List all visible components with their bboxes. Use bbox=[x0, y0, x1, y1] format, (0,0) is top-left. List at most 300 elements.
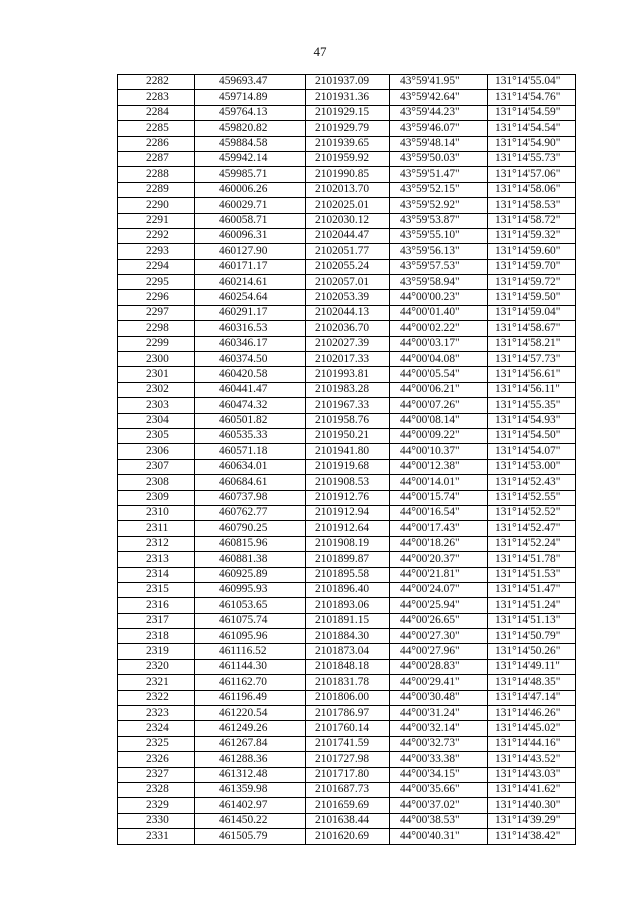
table-row bbox=[118, 413, 576, 428]
latitude-cell: 43°59'48.14" bbox=[390, 136, 488, 151]
table-row bbox=[118, 736, 576, 751]
latitude-cell: 43°59'53.87" bbox=[390, 213, 488, 228]
easting-cell: 459985.71 bbox=[195, 167, 306, 182]
easting-cell: 460815.96 bbox=[195, 536, 306, 551]
point-number-cell: 2296 bbox=[118, 290, 195, 305]
point-number-cell: 2323 bbox=[118, 706, 195, 721]
latitude-cell: 44°00'28.83" bbox=[390, 659, 488, 674]
point-number-cell: 2326 bbox=[118, 752, 195, 767]
easting-cell: 461359.98 bbox=[195, 782, 306, 797]
longitude-cell: 131°14'55.04" bbox=[488, 75, 576, 90]
table-row bbox=[118, 644, 576, 659]
easting-cell: 460737.98 bbox=[195, 490, 306, 505]
table-row bbox=[118, 75, 576, 90]
northing-cell: 2102013.70 bbox=[306, 182, 390, 197]
easting-cell: 460634.01 bbox=[195, 459, 306, 474]
table-row bbox=[118, 398, 576, 413]
table-row bbox=[118, 90, 576, 105]
northing-cell: 2101873.04 bbox=[306, 644, 390, 659]
easting-cell: 461505.79 bbox=[195, 829, 306, 844]
easting-cell: 460762.77 bbox=[195, 505, 306, 520]
longitude-cell: 131°14'40.30" bbox=[488, 798, 576, 813]
latitude-cell: 44°00'27.96" bbox=[390, 644, 488, 659]
easting-cell: 460474.32 bbox=[195, 398, 306, 413]
point-number-cell: 2294 bbox=[118, 259, 195, 274]
table-row bbox=[118, 721, 576, 736]
northing-cell: 2101912.64 bbox=[306, 521, 390, 536]
northing-cell: 2101937.09 bbox=[306, 75, 390, 90]
table-row bbox=[118, 490, 576, 505]
point-number-cell: 2322 bbox=[118, 690, 195, 705]
easting-cell: 460171.17 bbox=[195, 259, 306, 274]
table-row bbox=[118, 105, 576, 120]
longitude-cell: 131°14'56.61" bbox=[488, 367, 576, 382]
table-row bbox=[118, 121, 576, 136]
point-number-cell: 2307 bbox=[118, 459, 195, 474]
latitude-cell: 44°00'16.54" bbox=[390, 505, 488, 520]
latitude-cell: 43°59'50.03" bbox=[390, 151, 488, 166]
point-number-cell: 2310 bbox=[118, 505, 195, 520]
latitude-cell: 43°59'41.95" bbox=[390, 75, 488, 90]
northing-cell: 2101620.69 bbox=[306, 829, 390, 844]
longitude-cell: 131°14'59.60" bbox=[488, 244, 576, 259]
longitude-cell: 131°14'58.06" bbox=[488, 182, 576, 197]
longitude-cell: 131°14'52.47" bbox=[488, 521, 576, 536]
longitude-cell: 131°14'58.53" bbox=[488, 198, 576, 213]
longitude-cell: 131°14'46.26" bbox=[488, 706, 576, 721]
table-row bbox=[118, 675, 576, 690]
longitude-cell: 131°14'54.76" bbox=[488, 90, 576, 105]
latitude-cell: 43°59'57.53" bbox=[390, 259, 488, 274]
latitude-cell: 44°00'33.38" bbox=[390, 752, 488, 767]
latitude-cell: 43°59'44.23" bbox=[390, 105, 488, 120]
longitude-cell: 131°14'59.72" bbox=[488, 275, 576, 290]
northing-cell: 2101741.59 bbox=[306, 736, 390, 751]
longitude-cell: 131°14'50.79" bbox=[488, 629, 576, 644]
longitude-cell: 131°14'55.35" bbox=[488, 398, 576, 413]
latitude-cell: 44°00'09.22" bbox=[390, 428, 488, 443]
table-row bbox=[118, 259, 576, 274]
point-number-cell: 2304 bbox=[118, 413, 195, 428]
point-number-cell: 2284 bbox=[118, 105, 195, 120]
easting-cell: 460535.33 bbox=[195, 428, 306, 443]
latitude-cell: 44°00'38.53" bbox=[390, 813, 488, 828]
latitude-cell: 44°00'12.38" bbox=[390, 459, 488, 474]
latitude-cell: 44°00'06.21" bbox=[390, 382, 488, 397]
longitude-cell: 131°14'57.73" bbox=[488, 352, 576, 367]
northing-cell: 2101659.69 bbox=[306, 798, 390, 813]
easting-cell: 460684.61 bbox=[195, 475, 306, 490]
latitude-cell: 44°00'31.24" bbox=[390, 706, 488, 721]
table-row bbox=[118, 444, 576, 459]
easting-cell: 459884.58 bbox=[195, 136, 306, 151]
easting-cell: 461249.26 bbox=[195, 721, 306, 736]
point-number-cell: 2315 bbox=[118, 582, 195, 597]
easting-cell: 459820.82 bbox=[195, 121, 306, 136]
point-number-cell: 2286 bbox=[118, 136, 195, 151]
easting-cell: 461162.70 bbox=[195, 675, 306, 690]
table-row bbox=[118, 151, 576, 166]
longitude-cell: 131°14'59.70" bbox=[488, 259, 576, 274]
longitude-cell: 131°14'58.72" bbox=[488, 213, 576, 228]
point-number-cell: 2306 bbox=[118, 444, 195, 459]
point-number-cell: 2292 bbox=[118, 228, 195, 243]
latitude-cell: 43°59'56.13" bbox=[390, 244, 488, 259]
table-row bbox=[118, 582, 576, 597]
northing-cell: 2101908.53 bbox=[306, 475, 390, 490]
table-row bbox=[118, 659, 576, 674]
longitude-cell: 131°14'43.03" bbox=[488, 767, 576, 782]
table-row bbox=[118, 228, 576, 243]
point-number-cell: 2330 bbox=[118, 813, 195, 828]
table-row bbox=[118, 182, 576, 197]
longitude-cell: 131°14'38.42" bbox=[488, 829, 576, 844]
northing-cell: 2101939.65 bbox=[306, 136, 390, 151]
table-row bbox=[118, 275, 576, 290]
easting-cell: 460501.82 bbox=[195, 413, 306, 428]
northing-cell: 2101895.58 bbox=[306, 567, 390, 582]
easting-cell: 460127.90 bbox=[195, 244, 306, 259]
latitude-cell: 44°00'08.14" bbox=[390, 413, 488, 428]
northing-cell: 2101931.36 bbox=[306, 90, 390, 105]
latitude-cell: 43°59'52.15" bbox=[390, 182, 488, 197]
easting-cell: 460881.38 bbox=[195, 552, 306, 567]
longitude-cell: 131°14'54.59" bbox=[488, 105, 576, 120]
northing-cell: 2101717.80 bbox=[306, 767, 390, 782]
point-number-cell: 2309 bbox=[118, 490, 195, 505]
table-row bbox=[118, 305, 576, 320]
latitude-cell: 44°00'07.26" bbox=[390, 398, 488, 413]
longitude-cell: 131°14'56.11" bbox=[488, 382, 576, 397]
easting-cell: 461053.65 bbox=[195, 598, 306, 613]
northing-cell: 2102051.77 bbox=[306, 244, 390, 259]
table-row bbox=[118, 521, 576, 536]
northing-cell: 2102030.12 bbox=[306, 213, 390, 228]
easting-cell: 461095.96 bbox=[195, 629, 306, 644]
longitude-cell: 131°14'52.52" bbox=[488, 505, 576, 520]
latitude-cell: 44°00'14.01" bbox=[390, 475, 488, 490]
point-number-cell: 2287 bbox=[118, 151, 195, 166]
longitude-cell: 131°14'43.52" bbox=[488, 752, 576, 767]
easting-cell: 461402.97 bbox=[195, 798, 306, 813]
longitude-cell: 131°14'51.47" bbox=[488, 582, 576, 597]
northing-cell: 2101899.87 bbox=[306, 552, 390, 567]
latitude-cell: 43°59'55.10" bbox=[390, 228, 488, 243]
northing-cell: 2101929.79 bbox=[306, 121, 390, 136]
point-number-cell: 2312 bbox=[118, 536, 195, 551]
latitude-cell: 44°00'40.31" bbox=[390, 829, 488, 844]
table-row bbox=[118, 167, 576, 182]
latitude-cell: 44°00'34.15" bbox=[390, 767, 488, 782]
point-number-cell: 2282 bbox=[118, 75, 195, 90]
easting-cell: 460291.17 bbox=[195, 305, 306, 320]
longitude-cell: 131°14'51.13" bbox=[488, 613, 576, 628]
longitude-cell: 131°14'51.53" bbox=[488, 567, 576, 582]
northing-cell: 2101893.06 bbox=[306, 598, 390, 613]
point-number-cell: 2325 bbox=[118, 736, 195, 751]
coordinates-table-body bbox=[118, 75, 576, 845]
latitude-cell: 44°00'00.23" bbox=[390, 290, 488, 305]
latitude-cell: 44°00'29.41" bbox=[390, 675, 488, 690]
northing-cell: 2101848.18 bbox=[306, 659, 390, 674]
longitude-cell: 131°14'53.00" bbox=[488, 459, 576, 474]
longitude-cell: 131°14'55.73" bbox=[488, 151, 576, 166]
easting-cell: 461144.30 bbox=[195, 659, 306, 674]
northing-cell: 2101950.21 bbox=[306, 428, 390, 443]
table-row bbox=[118, 428, 576, 443]
easting-cell: 460029.71 bbox=[195, 198, 306, 213]
table-row bbox=[118, 505, 576, 520]
point-number-cell: 2314 bbox=[118, 567, 195, 582]
northing-cell: 2101958.76 bbox=[306, 413, 390, 428]
northing-cell: 2101983.28 bbox=[306, 382, 390, 397]
latitude-cell: 44°00'15.74" bbox=[390, 490, 488, 505]
northing-cell: 2101908.19 bbox=[306, 536, 390, 551]
longitude-cell: 131°14'54.50" bbox=[488, 428, 576, 443]
easting-cell: 460420.58 bbox=[195, 367, 306, 382]
longitude-cell: 131°14'54.07" bbox=[488, 444, 576, 459]
northing-cell: 2102025.01 bbox=[306, 198, 390, 213]
table-row bbox=[118, 798, 576, 813]
point-number-cell: 2311 bbox=[118, 521, 195, 536]
table-row bbox=[118, 552, 576, 567]
table-row bbox=[118, 598, 576, 613]
latitude-cell: 44°00'04.08" bbox=[390, 352, 488, 367]
northing-cell: 2101993.81 bbox=[306, 367, 390, 382]
table-row bbox=[118, 244, 576, 259]
point-number-cell: 2303 bbox=[118, 398, 195, 413]
easting-cell: 459714.89 bbox=[195, 90, 306, 105]
northing-cell: 2101959.92 bbox=[306, 151, 390, 166]
easting-cell: 460441.47 bbox=[195, 382, 306, 397]
table-row bbox=[118, 690, 576, 705]
easting-cell: 460214.61 bbox=[195, 275, 306, 290]
northing-cell: 2102017.33 bbox=[306, 352, 390, 367]
longitude-cell: 131°14'51.78" bbox=[488, 552, 576, 567]
point-number-cell: 2313 bbox=[118, 552, 195, 567]
northing-cell: 2101786.97 bbox=[306, 706, 390, 721]
longitude-cell: 131°14'54.90" bbox=[488, 136, 576, 151]
point-number-cell: 2285 bbox=[118, 121, 195, 136]
easting-cell: 461196.49 bbox=[195, 690, 306, 705]
point-number-cell: 2305 bbox=[118, 428, 195, 443]
table-row bbox=[118, 629, 576, 644]
easting-cell: 460790.25 bbox=[195, 521, 306, 536]
table-row bbox=[118, 459, 576, 474]
point-number-cell: 2290 bbox=[118, 198, 195, 213]
latitude-cell: 44°00'35.66" bbox=[390, 782, 488, 797]
easting-cell: 460254.64 bbox=[195, 290, 306, 305]
page-number: 47 bbox=[313, 44, 327, 59]
table-row bbox=[118, 782, 576, 797]
easting-cell: 461075.74 bbox=[195, 613, 306, 628]
table-row bbox=[118, 382, 576, 397]
easting-cell: 461116.52 bbox=[195, 644, 306, 659]
longitude-cell: 131°14'39.29" bbox=[488, 813, 576, 828]
latitude-cell: 44°00'10.37" bbox=[390, 444, 488, 459]
longitude-cell: 131°14'54.54" bbox=[488, 121, 576, 136]
point-number-cell: 2295 bbox=[118, 275, 195, 290]
table-row bbox=[118, 813, 576, 828]
longitude-cell: 131°14'48.35" bbox=[488, 675, 576, 690]
point-number-cell: 2300 bbox=[118, 352, 195, 367]
point-number-cell: 2329 bbox=[118, 798, 195, 813]
easting-cell: 460006.26 bbox=[195, 182, 306, 197]
table-row bbox=[118, 136, 576, 151]
easting-cell: 459942.14 bbox=[195, 151, 306, 166]
longitude-cell: 131°14'58.67" bbox=[488, 321, 576, 336]
table-row bbox=[118, 829, 576, 844]
longitude-cell: 131°14'54.93" bbox=[488, 413, 576, 428]
latitude-cell: 43°59'46.07" bbox=[390, 121, 488, 136]
easting-cell: 459764.13 bbox=[195, 105, 306, 120]
latitude-cell: 44°00'17.43" bbox=[390, 521, 488, 536]
northing-cell: 2102053.39 bbox=[306, 290, 390, 305]
easting-cell: 461288.36 bbox=[195, 752, 306, 767]
point-number-cell: 2302 bbox=[118, 382, 195, 397]
easting-cell: 459693.47 bbox=[195, 75, 306, 90]
latitude-cell: 44°00'18.26" bbox=[390, 536, 488, 551]
northing-cell: 2101806.00 bbox=[306, 690, 390, 705]
latitude-cell: 44°00'24.07" bbox=[390, 582, 488, 597]
table-row bbox=[118, 213, 576, 228]
easting-cell: 461450.22 bbox=[195, 813, 306, 828]
point-number-cell: 2299 bbox=[118, 336, 195, 351]
table-row bbox=[118, 706, 576, 721]
latitude-cell: 44°00'01.40" bbox=[390, 305, 488, 320]
point-number-cell: 2291 bbox=[118, 213, 195, 228]
northing-cell: 2101760.14 bbox=[306, 721, 390, 736]
point-number-cell: 2289 bbox=[118, 182, 195, 197]
table-row bbox=[118, 752, 576, 767]
point-number-cell: 2324 bbox=[118, 721, 195, 736]
northing-cell: 2101929.15 bbox=[306, 105, 390, 120]
northing-cell: 2101912.94 bbox=[306, 505, 390, 520]
table-row bbox=[118, 367, 576, 382]
table-row bbox=[118, 290, 576, 305]
northing-cell: 2101941.80 bbox=[306, 444, 390, 459]
longitude-cell: 131°14'50.26" bbox=[488, 644, 576, 659]
longitude-cell: 131°14'51.24" bbox=[488, 598, 576, 613]
table-row bbox=[118, 475, 576, 490]
northing-cell: 2101967.33 bbox=[306, 398, 390, 413]
northing-cell: 2101891.15 bbox=[306, 613, 390, 628]
latitude-cell: 44°00'20.37" bbox=[390, 552, 488, 567]
point-number-cell: 2283 bbox=[118, 90, 195, 105]
point-number-cell: 2328 bbox=[118, 782, 195, 797]
latitude-cell: 43°59'51.47" bbox=[390, 167, 488, 182]
table-row bbox=[118, 767, 576, 782]
longitude-cell: 131°14'59.50" bbox=[488, 290, 576, 305]
point-number-cell: 2298 bbox=[118, 321, 195, 336]
easting-cell: 461267.84 bbox=[195, 736, 306, 751]
northing-cell: 2101831.78 bbox=[306, 675, 390, 690]
point-number-cell: 2297 bbox=[118, 305, 195, 320]
point-number-cell: 2308 bbox=[118, 475, 195, 490]
point-number-cell: 2301 bbox=[118, 367, 195, 382]
longitude-cell: 131°14'59.32" bbox=[488, 228, 576, 243]
longitude-cell: 131°14'52.43" bbox=[488, 475, 576, 490]
northing-cell: 2102044.13 bbox=[306, 305, 390, 320]
latitude-cell: 44°00'05.54" bbox=[390, 367, 488, 382]
northing-cell: 2101687.73 bbox=[306, 782, 390, 797]
easting-cell: 460925.89 bbox=[195, 567, 306, 582]
point-number-cell: 2288 bbox=[118, 167, 195, 182]
northing-cell: 2102057.01 bbox=[306, 275, 390, 290]
longitude-cell: 131°14'49.11" bbox=[488, 659, 576, 674]
point-number-cell: 2317 bbox=[118, 613, 195, 628]
table-row bbox=[118, 321, 576, 336]
easting-cell: 460316.53 bbox=[195, 321, 306, 336]
northing-cell: 2101919.68 bbox=[306, 459, 390, 474]
table-row bbox=[118, 198, 576, 213]
table-row bbox=[118, 336, 576, 351]
easting-cell: 460374.50 bbox=[195, 352, 306, 367]
northing-cell: 2102036.70 bbox=[306, 321, 390, 336]
easting-cell: 460995.93 bbox=[195, 582, 306, 597]
longitude-cell: 131°14'59.04" bbox=[488, 305, 576, 320]
point-number-cell: 2316 bbox=[118, 598, 195, 613]
northing-cell: 2102027.39 bbox=[306, 336, 390, 351]
northing-cell: 2101638.44 bbox=[306, 813, 390, 828]
easting-cell: 460058.71 bbox=[195, 213, 306, 228]
latitude-cell: 44°00'32.73" bbox=[390, 736, 488, 751]
table-row bbox=[118, 352, 576, 367]
longitude-cell: 131°14'57.06" bbox=[488, 167, 576, 182]
latitude-cell: 44°00'32.14" bbox=[390, 721, 488, 736]
coordinates-table bbox=[117, 74, 576, 845]
easting-cell: 461220.54 bbox=[195, 706, 306, 721]
northing-cell: 2101727.98 bbox=[306, 752, 390, 767]
easting-cell: 460096.31 bbox=[195, 228, 306, 243]
latitude-cell: 44°00'26.65" bbox=[390, 613, 488, 628]
latitude-cell: 44°00'27.30" bbox=[390, 629, 488, 644]
latitude-cell: 43°59'58.94" bbox=[390, 275, 488, 290]
latitude-cell: 44°00'25.94" bbox=[390, 598, 488, 613]
longitude-cell: 131°14'44.16" bbox=[488, 736, 576, 751]
latitude-cell: 44°00'03.17" bbox=[390, 336, 488, 351]
northing-cell: 2102044.47 bbox=[306, 228, 390, 243]
point-number-cell: 2318 bbox=[118, 629, 195, 644]
latitude-cell: 44°00'30.48" bbox=[390, 690, 488, 705]
latitude-cell: 44°00'02.22" bbox=[390, 321, 488, 336]
northing-cell: 2101896.40 bbox=[306, 582, 390, 597]
northing-cell: 2101912.76 bbox=[306, 490, 390, 505]
easting-cell: 461312.48 bbox=[195, 767, 306, 782]
table-row bbox=[118, 613, 576, 628]
northing-cell: 2101990.85 bbox=[306, 167, 390, 182]
point-number-cell: 2293 bbox=[118, 244, 195, 259]
longitude-cell: 131°14'41.62" bbox=[488, 782, 576, 797]
longitude-cell: 131°14'58.21" bbox=[488, 336, 576, 351]
point-number-cell: 2321 bbox=[118, 675, 195, 690]
latitude-cell: 43°59'42.64" bbox=[390, 90, 488, 105]
latitude-cell: 43°59'52.92" bbox=[390, 198, 488, 213]
table-row bbox=[118, 536, 576, 551]
table-row bbox=[118, 567, 576, 582]
point-number-cell: 2319 bbox=[118, 644, 195, 659]
easting-cell: 460346.17 bbox=[195, 336, 306, 351]
northing-cell: 2101884.30 bbox=[306, 629, 390, 644]
longitude-cell: 131°14'45.02" bbox=[488, 721, 576, 736]
longitude-cell: 131°14'52.24" bbox=[488, 536, 576, 551]
longitude-cell: 131°14'47.14" bbox=[488, 690, 576, 705]
easting-cell: 460571.18 bbox=[195, 444, 306, 459]
latitude-cell: 44°00'37.02" bbox=[390, 798, 488, 813]
latitude-cell: 44°00'21.81" bbox=[390, 567, 488, 582]
northing-cell: 2102055.24 bbox=[306, 259, 390, 274]
point-number-cell: 2320 bbox=[118, 659, 195, 674]
